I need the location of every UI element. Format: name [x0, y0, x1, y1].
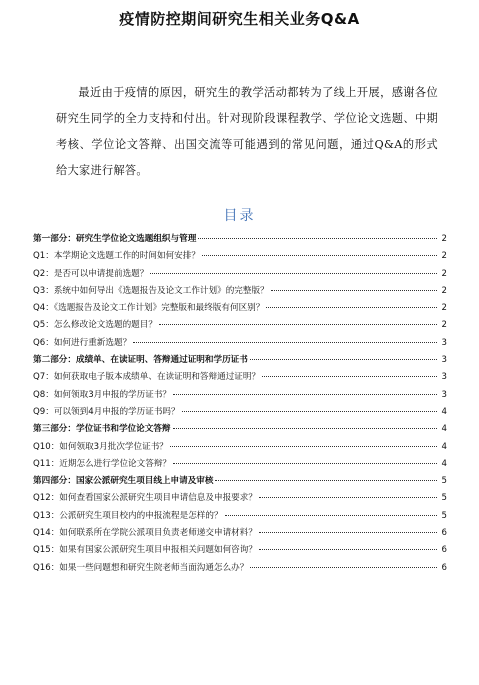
- toc-page-number: 4: [441, 424, 447, 435]
- toc-question-entry[interactable]: [33, 388, 447, 405]
- toc-entry-label: Q4：《选题报告及论文工作计划》完整版和最终版有何区别？: [33, 303, 265, 314]
- toc-question-entry[interactable]: [33, 284, 447, 301]
- toc-entry-label: 第三部分：学位证书和学位论文答辩: [33, 424, 171, 435]
- toc-question-entry[interactable]: [33, 267, 447, 284]
- toc-question-entry[interactable]: [33, 405, 447, 422]
- toc-entry-label: 第一部分：研究生学位论文选题组织与管理: [33, 234, 197, 244]
- toc-entry-label: Q13：公派研究生项目校内的申报流程是怎样的？: [33, 510, 223, 521]
- toc-entry-label: Q14：如何联系所在学院公派项目负责老师递交申请材料？: [33, 528, 257, 539]
- toc-entry-label: Q11：近期怎么进行学位论文答辩？: [33, 458, 172, 469]
- toc-dot-leader: [271, 290, 437, 291]
- toc-dot-leader: [259, 497, 437, 498]
- toc-part-entry[interactable]: [33, 232, 447, 249]
- toc-dot-leader: [250, 359, 437, 360]
- toc-page-number: 3: [441, 337, 447, 348]
- toc-question-entry[interactable]: [33, 440, 447, 457]
- toc-question-entry[interactable]: [33, 543, 447, 560]
- toc-question-entry[interactable]: [33, 301, 447, 318]
- toc-question-entry[interactable]: [33, 457, 447, 474]
- toc-entry-label: 第二部分：成绩单、在读证明、答辩通过证明和学历证书: [33, 355, 248, 366]
- table-of-contents: [33, 232, 447, 578]
- toc-dot-leader: [173, 463, 437, 464]
- toc-dot-leader: [173, 428, 437, 429]
- toc-page-number: 2: [441, 303, 447, 314]
- toc-dot-leader: [266, 307, 437, 308]
- toc-dot-leader: [173, 394, 437, 395]
- toc-page-number: 2: [441, 285, 447, 296]
- toc-entry-label: Q5：怎么修改论文选题的题目？: [33, 320, 157, 331]
- toc-part-entry[interactable]: [33, 422, 447, 439]
- toc-dot-leader: [133, 342, 437, 343]
- toc-entry-label: 第四部分：国家公派研究生项目线上申请及审核: [33, 476, 214, 487]
- toc-entry-label: Q2：是否可以申请提前选题？: [33, 268, 149, 279]
- toc-question-entry[interactable]: [33, 370, 447, 387]
- toc-dot-leader: [159, 324, 437, 325]
- toc-page-number: 2: [441, 251, 447, 262]
- toc-page-number: 6: [441, 562, 447, 573]
- toc-page-number: 6: [441, 545, 447, 556]
- toc-dot-leader: [215, 480, 437, 481]
- toc-part-entry[interactable]: [33, 353, 447, 370]
- toc-page-number: 4: [441, 406, 447, 417]
- toc-page-number: 2: [441, 320, 447, 331]
- toc-entry-label: Q16：如果一些问题想和研究生院老师当面沟通怎么办？: [33, 562, 249, 573]
- toc-page-number: 5: [441, 493, 447, 504]
- toc-page-number: 5: [441, 476, 447, 487]
- toc-entry-label: Q6：如何进行重新选题？: [33, 337, 132, 348]
- toc-dot-leader: [202, 255, 437, 256]
- toc-entry-label: Q8：如何领取3月申报的学历证书？: [33, 389, 172, 400]
- toc-entry-label: Q1：本学期论文选题工作的时间如何安排？: [33, 251, 200, 262]
- toc-entry-label: Q3：系统中如何导出《选题报告及论文工作计划》的完整版？: [33, 285, 269, 296]
- toc-dot-leader: [250, 567, 437, 568]
- toc-question-entry[interactable]: [33, 561, 447, 578]
- intro-paragraph: 最近由于疫情的原因，研究生的教学活动都转为了线上开展，感谢各位研究生同学的全力支持和付出。针对现阶段课程教学、学位论文选题、中期考核、学位论文答辩、出国交流等可能遇到的常见问题，通过Q&A的形式给大家进行解答。: [56, 86, 438, 178]
- toc-page-number: 6: [441, 528, 447, 539]
- toc-question-entry[interactable]: [33, 249, 447, 266]
- toc-dot-leader: [198, 238, 437, 239]
- toc-heading: 目录: [223, 208, 256, 224]
- toc-entry-label: Q10：如何领取3月批次学位证书？: [33, 441, 168, 452]
- toc-page-number: 4: [441, 441, 447, 452]
- toc-dot-leader: [150, 273, 437, 274]
- toc-question-entry[interactable]: [33, 509, 447, 526]
- toc-page-number: 5: [441, 510, 447, 521]
- toc-question-entry[interactable]: [33, 336, 447, 353]
- toc-dot-leader: [170, 446, 437, 447]
- toc-dot-leader: [259, 549, 437, 550]
- toc-entry-label: Q15：如果有国家公派研究生项目申报相关问题如何咨询？: [33, 545, 257, 556]
- toc-entry-label: Q12：如何查看国家公派研究生项目申请信息及申报要求？: [33, 493, 257, 504]
- toc-page-number: 3: [441, 389, 447, 400]
- toc-question-entry[interactable]: [33, 318, 447, 335]
- toc-page-number: 2: [441, 268, 447, 279]
- toc-page-number: 3: [441, 372, 447, 383]
- toc-dot-leader: [259, 532, 437, 533]
- toc-part-entry[interactable]: [33, 474, 447, 491]
- toc-page-number: 4: [441, 458, 447, 469]
- toc-dot-leader: [182, 411, 437, 412]
- toc-question-entry[interactable]: [33, 491, 447, 508]
- toc-entry-label: Q9：可以领到4月申报的学历证书吗？: [33, 406, 180, 417]
- toc-page-number: 3: [441, 355, 447, 366]
- toc-dot-leader: [262, 376, 437, 377]
- toc-dot-leader: [225, 515, 437, 516]
- toc-page-number: 2: [441, 234, 447, 244]
- toc-question-entry[interactable]: [33, 526, 447, 543]
- toc-entry-label: Q7：如何获取电子版本成绩单、在读证明和答辩通过证明？: [33, 372, 261, 383]
- document-title: 疫情防控期间研究生相关业务Q&A: [119, 10, 360, 28]
